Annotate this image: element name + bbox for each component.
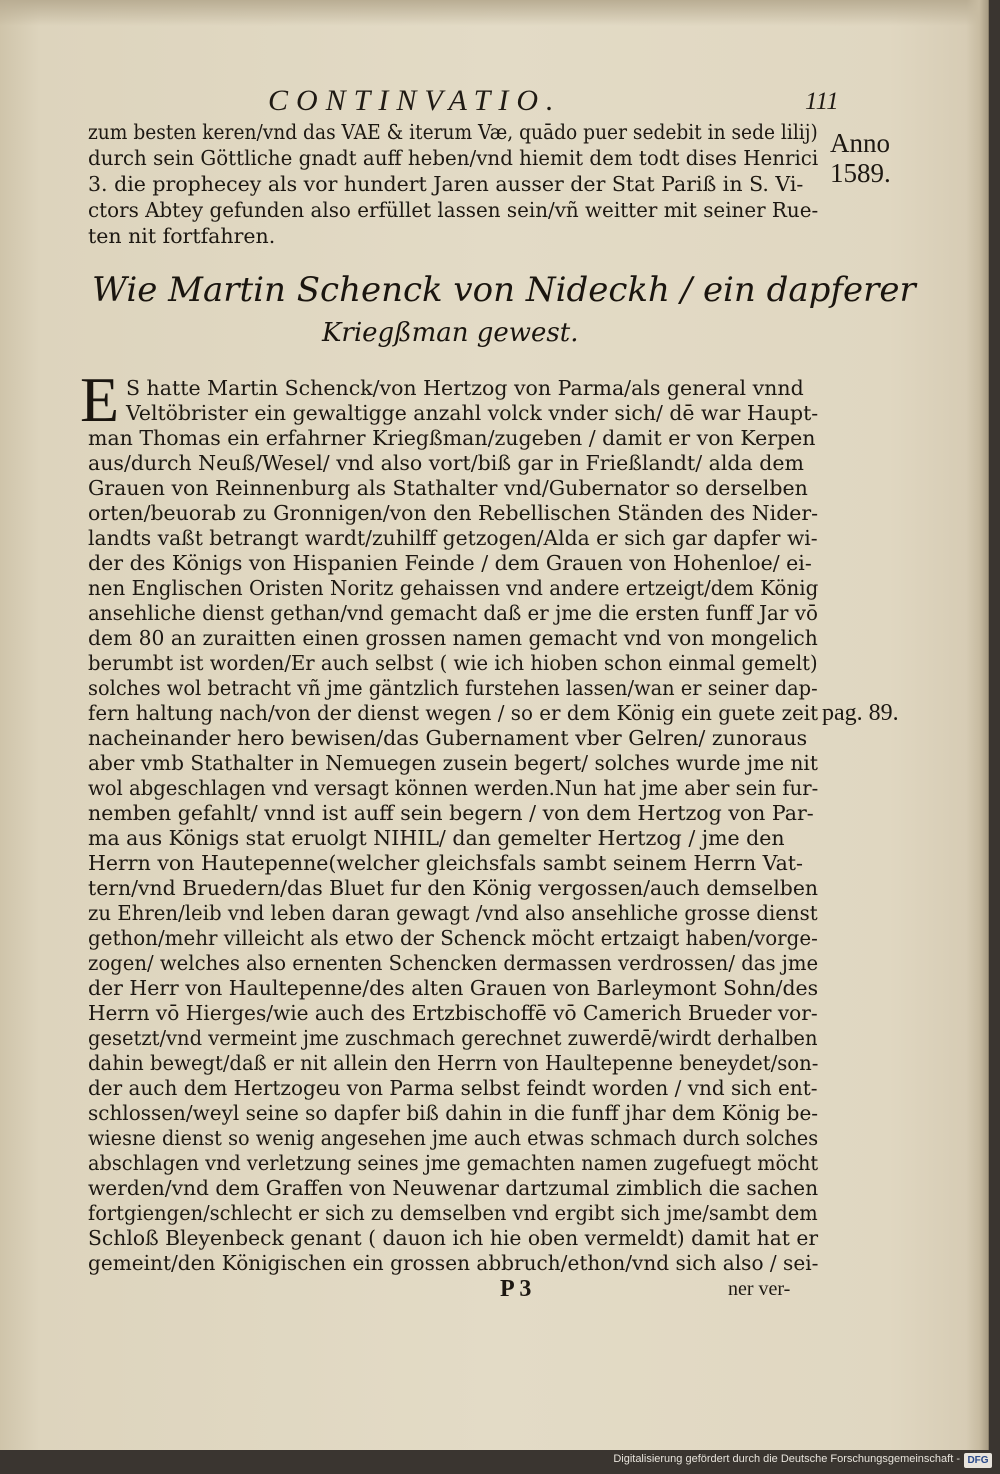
running-head: CONTINVATIO. [268,84,562,117]
top-line-2: durch sein Göttliche gnadt auff heben/vnd hiemit dem todt dises Henrici [88,146,819,170]
body-line-35: Schloß Bleyenbeck genant ( dauon ich hie oben vermeldt) damit hat er [88,1226,819,1250]
body-line-36: gemeint/den Königischen ein grossen abbruch/ethon/vnd sich also / sei- [88,1251,819,1275]
body-line-20: Herrn von Hautepenne(welcher gleichsfals sambt seinem Herrn Vat- [88,851,803,875]
body-line-3: man Thomas ein erfahrner Kriegßman/zugeben / damit er von Kerpen [88,426,816,450]
body-line-30: schlossen/weyl seine so dapfer biß dahin in die funff jhar dem König be- [88,1101,819,1125]
body-line-16: aber vmb Stathalter in Nemuegen zusein begert/ solches wurde jme nit [88,751,818,775]
dfg-logo-icon: DFG [964,1453,992,1468]
folio-number: 111 [805,88,839,115]
body-line-17: wol abgeschlagen vnd versagt können werden.Nun hat jme aber sein fur- [88,776,819,800]
catchword: ner ver- [728,1278,791,1300]
body-line-28: dahin bewegt/daß er nit allein den Herrn von Haultepenne beneydet/son- [88,1051,819,1075]
body-line-8: der des Königs von Hispanien Feinde / dem Grauen von Hohenloe/ ei- [88,551,812,575]
drop-capital: E [80,364,120,435]
body-line-25: der Herr von Haultepenne/des alten Grauen von Barleymont Sohn/des [88,976,819,1000]
body-line-31: wiesne dienst so wenig angesehen jme auch etwas schmach durch solches [88,1126,819,1150]
body-line-23: gethon/mehr villeicht als etwo der Schenck möcht ertzaigt haben/vorge- [88,926,818,950]
body-line-7: landts vaßt betrangt wardt/zuhilff getzogen/Alda er sich gar dapfer wi- [88,526,818,550]
margin-anno: Anno [830,128,890,158]
body-line-29: der auch dem Hertzogeu von Parma selbst feindt worden / vnd sich ent- [88,1076,818,1100]
body-line-19: ma aus Königs stat eruolgt NIHIL/ dan gemelter Hertzog / jme den [88,826,785,850]
top-line-5: ten nit fortfahren. [88,224,276,248]
margin-page-ref: pag. 89. [822,700,899,726]
page-top-shadow [0,0,988,26]
body-line-5: Grauen von Reinnenburg als Stathalter vnd/Gubernator so derselben [88,476,808,500]
body-line-22: zu Ehren/leib vnd leben daran gewagt /vnd also ansehliche grosse dienst [88,901,818,925]
body-line-26: Herrn vō Hierges/wie auch des Ertzbischoffē vō Camerich Brueder vor- [88,1001,818,1025]
body-line-12: berumbt ist worden/Er auch selbst ( wie ich hioben schon einmal gemelt) [88,651,818,675]
body-line-13: solches wol betracht vñ jme gäntzlich furstehen lassen/wan er seiner dap- [88,676,818,700]
body-line-4: aus/durch Neuß/Wesel/ vnd also vort/biß gar in Frießlandt/ alda dem [88,451,804,475]
section-heading-line-2: Kriegßman gewest. [322,318,579,348]
body-line-1: S hatte Martin Schenck/von Hertzog von Parma/als general vnnd [126,376,804,400]
margin-year: 1589. [830,158,891,188]
body-line-24: zogen/ welches also ernenten Schencken dermassen verdrossen/ das jme [88,951,819,975]
top-line-1: zum besten keren/vnd das VAE & iterum Væ, quādo puer sedebit in sede lilij) [88,120,818,144]
body-line-10: ansehliche dienst gethan/vnd gemacht daß er jme die ersten funff Jar vō [88,601,818,625]
body-line-18: nemben gefahlt/ vnnd ist auff sein begern / von dem Hertzog von Par- [88,801,814,825]
body-line-27: gesetzt/vnd vermeint jme zuschmach gerechnet zuwerdē/wirdt derhalben [88,1026,818,1050]
body-line-15: nacheinander hero bewisen/das Gubernament vber Gelren/ zunoraus [88,726,808,750]
top-line-4: ctors Abtey gefunden also erfüllet lassen sein/vñ weitter mit seiner Rue- [88,198,819,222]
page-fore-edge [966,0,988,1450]
top-line-3: 3. die prophecey als vor hundert Jaren ausser der Stat Pariß in S. Vi- [88,172,804,196]
section-heading-line-1: Wie Martin Schenck von Nideckh / ein dapferer [92,270,916,310]
body-line-9: nen Englischen Oristen Noritz gehaissen vnd andere ertzeigt/dem König [88,576,819,600]
body-line-34: fortgiengen/schlecht er sich zu demselben vnd ergibt sich jme/sambt dem [88,1201,818,1225]
body-line-11: dem 80 an zuraitten einen grossen namen gemacht vnd von mongelich [88,626,818,650]
body-line-21: tern/vnd Bruedern/das Bluet fur den König vergossen/auch demselben [88,876,819,900]
body-line-32: abschlagen vnd verletzung seines jme gemachten namen zugefuegt möcht [88,1151,819,1175]
signature-mark: P 3 [500,1276,532,1302]
body-line-2: Veltöbrister ein gewaltigge anzahl volck vnder sich/ dē war Haupt- [126,401,819,425]
body-line-6: orten/beuorab zu Gronnigen/von den Rebellischen Ständen des Nider- [88,501,819,525]
footer-credit: Digitalisierung gefördert durch die Deutsche Forschungsgemeinschaft - [613,1453,960,1465]
body-line-14: fern haltung nach/von der dienst wegen / so er dem König ein guete zeit [88,701,819,725]
body-line-33: werden/vnd dem Graffen von Neuwenar dartzumal zimblich die sachen [88,1176,819,1200]
